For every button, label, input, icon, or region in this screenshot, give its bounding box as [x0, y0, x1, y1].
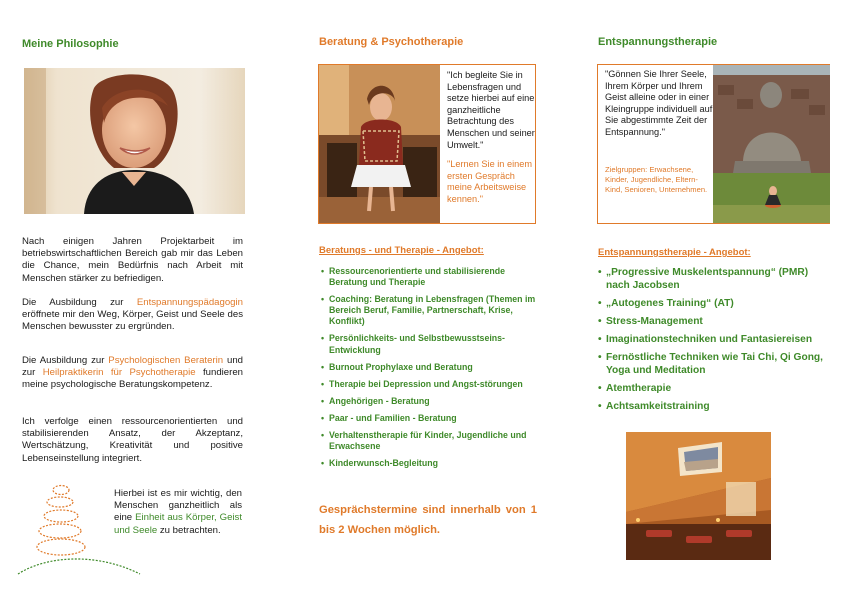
bullet-icon: •	[321, 294, 325, 305]
bullet-icon: •	[321, 333, 325, 344]
bullet-icon: •	[598, 267, 602, 278]
list-item-label: Persönlichkeits- und Selbstbewusstseins-Entwicklung	[329, 333, 505, 355]
text-run: eröffnete mir den Weg, Körper, Geist und Seele des Menschen bewusster zu ergründen.	[22, 309, 243, 333]
bullet-icon: •	[321, 361, 325, 372]
list-item-label: Paar - und Familien - Beratung	[329, 412, 457, 423]
list-item	[321, 266, 539, 288]
philosophy-title: Meine Philosophie	[22, 38, 119, 50]
philosophy-paragraph-2	[22, 297, 243, 334]
list-item-label: „Autogenes Training“ (AT)	[606, 298, 734, 309]
relaxation-room-photo	[626, 432, 771, 560]
list-item	[598, 400, 833, 413]
text-run: Hierbei ist es mir wichtig, den Menschen ganzheitlich als eine	[114, 488, 242, 524]
counseling-quote: "Ich begleite Sie in Lebensfragen und setze hierbei auf eine ganzheitliche Betrachtung des Menschen und seiner Umwelt."	[447, 70, 535, 150]
text-run: Die Ausbildung zur	[22, 297, 137, 308]
list-item	[321, 333, 539, 355]
list-item	[321, 379, 539, 390]
list-item-label: Achtsamkeitstraining	[606, 401, 710, 412]
bullet-icon: •	[321, 458, 325, 469]
bullet-icon: •	[321, 378, 325, 389]
list-item	[321, 458, 539, 469]
highlight-heilpraktikerin: Heilpraktikerin für Psychotherapie	[42, 367, 196, 379]
list-item-label: Stress-Management	[606, 316, 703, 327]
relaxation-offer-list	[598, 266, 833, 413]
buddha-photo	[713, 65, 830, 223]
counseling-quote-invitation: "Lernen Sie in einem ersten Gespräch meine Arbeitsweise kennen."	[447, 159, 532, 204]
highlight-einheit: Einheit aus Körper, Geist und Seele	[114, 512, 242, 536]
bullet-icon: •	[321, 395, 325, 406]
counseling-offer-title: Beratungs - und Therapie - Angebot:	[319, 245, 484, 256]
philosophy-paragraph-4: Ich verfolge einen ressourcenorientierten und stabilisierenden Ansatz, der Akzeptanz, Wertschätzung, Kreativität und positive Lebenseinstellung integriert.	[22, 416, 243, 464]
bullet-icon: •	[598, 401, 602, 412]
text-run: und zur	[22, 355, 243, 379]
bullet-icon: •	[598, 298, 602, 309]
counseling-quote-box	[318, 64, 536, 224]
list-item-label: Kinderwunsch-Begleitung	[329, 458, 438, 469]
list-item-label: Coaching: Beratung in Lebensfragen (Themen im Bereich Beruf, Familie, Partnerschaft, Krise, Konflikt)	[329, 294, 536, 327]
list-item-label: Ressourcenorientierte und stabilisierende Beratung und Therapie	[329, 266, 505, 288]
relaxation-quote: "Gönnen Sie Ihrer Seele, Ihrem Körper und Ihrem Geist alleine oder in einer Kleingruppe individuell auf Sie abgestimmte Zeit der Entspannung."	[605, 69, 713, 137]
highlight-psychologische-beraterin: Psychologischen Beraterin	[108, 355, 224, 366]
bullet-icon: •	[321, 266, 325, 276]
bullet-icon: •	[321, 430, 325, 441]
list-item-label: Atemtherapie	[606, 383, 672, 394]
text-run: Die Ausbildung zur	[22, 355, 109, 366]
list-item	[321, 413, 539, 424]
bullet-icon: •	[598, 352, 602, 363]
counselor-photo	[319, 65, 440, 223]
philosophy-paragraph-5	[114, 488, 242, 537]
list-item	[598, 266, 833, 292]
list-item	[598, 297, 833, 310]
list-item	[321, 294, 539, 327]
list-item-label: Imaginationstechniken und Fantasiereisen	[606, 334, 813, 345]
philosophy-paragraph-3	[22, 355, 243, 392]
list-item	[598, 382, 833, 395]
text-run: fundieren meine psychologische Beratungskompetenz.	[22, 367, 243, 391]
list-item-label: Therapie bei Depression und Angst-störungen	[329, 378, 523, 389]
target-groups: Zielgruppen: Erwachsene, Kinder, Jugendliche, Eltern-Kind, Senioren, Unternehmen.	[605, 165, 708, 194]
list-item	[598, 333, 833, 346]
counseling-offer-list	[321, 266, 539, 469]
bullet-icon: •	[598, 383, 602, 394]
text-run: zu betrachten.	[157, 524, 221, 536]
list-item-label: Fernöstliche Techniken wie Tai Chi, Qi Gong, Yoga und Meditation	[606, 352, 823, 376]
relaxation-quote-box	[597, 64, 830, 224]
list-item	[321, 362, 539, 373]
portrait-photo	[24, 68, 245, 214]
philosophy-paragraph-1: Nach einigen Jahren Projektarbeit im betriebswirtschaftlichen Bereich gab mir das Leben die Chance, mein Bedürfnis nach Arbeit mit Menschen stärker zu befriedigen.	[22, 236, 243, 284]
relaxation-offer-title: Entspannungstherapie - Angebot:	[598, 247, 751, 258]
list-item-label: Verhaltenstherapie für Kinder, Jugendliche und Erwachsene	[329, 430, 527, 452]
list-item	[321, 396, 539, 407]
list-item-label: „Progressive Muskelentspannung“ (PMR) nach Jacobsen	[606, 267, 809, 291]
relaxation-title: Entspannungstherapie	[598, 36, 718, 48]
counseling-title: Beratung & Psychotherapie	[319, 36, 464, 48]
appointment-note: Gesprächstermine sind innerhalb von 1 bis 2 Wochen möglich.	[319, 504, 537, 536]
list-item	[598, 351, 833, 377]
list-item	[598, 315, 833, 328]
list-item	[321, 430, 539, 452]
bullet-icon: •	[321, 412, 325, 423]
highlight-entspannungspaedagogin: Entspannungspädagogin	[136, 297, 243, 308]
bullet-icon: •	[598, 316, 602, 327]
list-item-label: Angehörigen - Beratung	[329, 395, 430, 406]
list-item-label: Burnout Prophylaxe und Beratung	[329, 361, 473, 372]
bullet-icon: •	[598, 334, 602, 345]
